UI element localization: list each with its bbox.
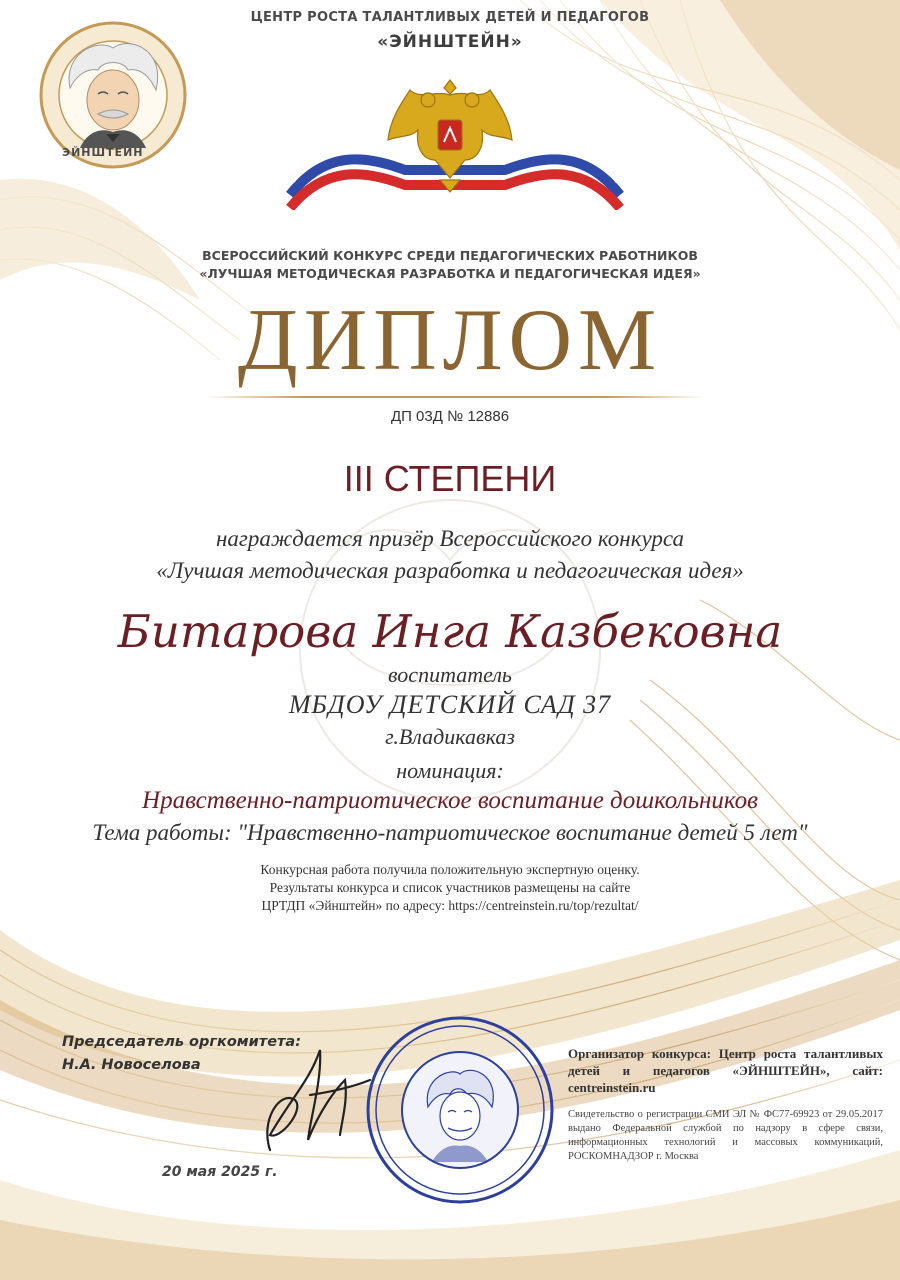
official-stamp <box>362 1012 558 1208</box>
nomination-label: номинация: <box>396 758 504 783</box>
center-short-name: «ЭЙНШТЕЙН» <box>377 32 523 52</box>
issue-date: 20 мая 2025 г. <box>162 1164 278 1180</box>
award-line-2: «Лучшая методическая разработка и педагогическая идея» <box>156 558 744 583</box>
contest-line-2: «ЛУЧШАЯ МЕТОДИЧЕСКАЯ РАЗРАБОТКА И ПЕДАГОГИЧЕСКАЯ ИДЕЯ» <box>199 266 701 281</box>
note-line-2: Результаты конкурса и список участников размещены на сайте <box>269 880 631 895</box>
chair-name: Н.А. Новоселова <box>62 1057 201 1073</box>
recipient-organization: МБДОУ ДЕТСКИЙ САД 37 <box>288 690 612 719</box>
recipient-position: воспитатель <box>388 662 512 687</box>
diploma-degree: III СТЕПЕНИ <box>343 458 557 499</box>
organizer-info <box>568 1045 883 1096</box>
chair-title: Председатель оргкомитета: <box>62 1034 302 1050</box>
organizer-text: Организатор конкурса: Центр роста талантливых детей и педагогов «ЭЙНШТЕЙН», сайт: centreinstein.ru <box>568 1046 883 1095</box>
diploma-title: ДИПЛОМ <box>237 292 663 389</box>
logo-bottom-text: ЭЙНШТЕЙН <box>62 146 144 159</box>
diploma-number: ДП 03Д № 12886 <box>390 408 510 425</box>
media-registration: Свидетельство о регистрации СМИ ЭЛ № ФС77-69923 от 29.05.2017 выдано Федеральной службой по надзору в сфере связи, информационных технологий и массовых коммуникаций, РОСКОМНАДЗОР г. Москва <box>568 1109 883 1162</box>
work-theme: Тема работы: "Нравственно-патриотическое воспитание детей 5 лет" <box>92 820 808 845</box>
title-underline <box>205 396 705 398</box>
note-line-3: ЦРТДП «Эйнштейн» по адресу: https://centreinstein.ru/top/rezultat/ <box>261 898 639 913</box>
recipient-name: Битарова Инга Казбековна <box>117 605 783 658</box>
double-headed-eagle-icon <box>380 60 520 200</box>
note-line-1: Конкурсная работа получила положительную экспертную оценку. <box>260 862 640 877</box>
award-line-1: награждается призёр Всероссийского конкурса <box>216 526 684 551</box>
nomination-value: Нравственно-патриотическое воспитание дошкольников <box>142 787 758 814</box>
signature-icon <box>250 1040 380 1160</box>
contest-line-1: ВСЕРОССИЙСКИЙ КОНКУРС СРЕДИ ПЕДАГОГИЧЕСКИХ РАБОТНИКОВ <box>202 248 698 263</box>
recipient-city: г.Владикавказ <box>385 724 515 749</box>
center-name: ЦЕНТР РОСТА ТАЛАНТЛИВЫХ ДЕТЕЙ И ПЕДАГОГОВ <box>250 10 650 25</box>
